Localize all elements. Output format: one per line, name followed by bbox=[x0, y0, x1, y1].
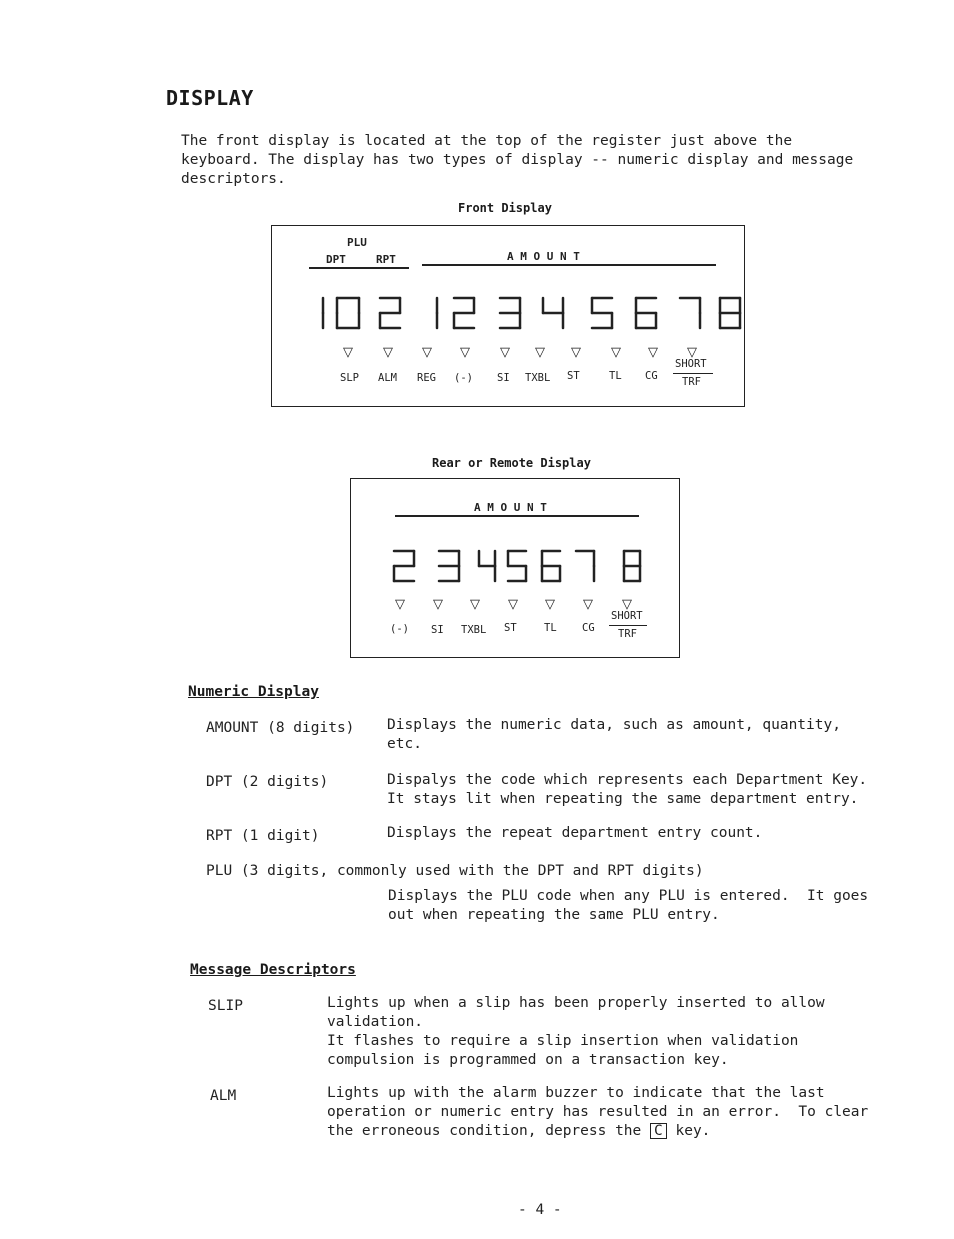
front-descriptor-label: TXBL bbox=[525, 372, 551, 384]
rear-short-trf-rule bbox=[609, 625, 647, 626]
rear-descriptor-label: (-) bbox=[390, 623, 409, 635]
front-triangle-marker: ▽ bbox=[535, 345, 545, 360]
plu-term: PLU (3 digits, commonly used with the DPT and RPT digits) bbox=[206, 863, 704, 879]
front-descriptor-label: ALM bbox=[378, 372, 397, 384]
message-descriptors-heading: Message Descriptors bbox=[190, 962, 356, 978]
rpt-description: Displays the repeat department entry count. bbox=[387, 825, 763, 841]
rear-triangle-marker: ▽ bbox=[470, 597, 480, 612]
rear-digit-7 bbox=[624, 551, 640, 581]
alm-description: Lights up with the alarm buzzer to indicate that the last operation or numeric entry has resulted in an error. To clear the erroneous condition, depress the C key. bbox=[327, 1085, 869, 1139]
rear-triangle-marker: ▽ bbox=[545, 597, 555, 612]
front-short-trf-rule bbox=[673, 373, 713, 374]
front-amount-label: A M O U N T bbox=[507, 250, 580, 263]
front-triangle-marker: ▽ bbox=[648, 345, 658, 360]
rear-short-label: SHORT bbox=[611, 610, 643, 622]
front-descriptor-label: TL bbox=[609, 370, 622, 382]
front-descriptor-label: CG bbox=[645, 370, 658, 382]
rear-digit-4 bbox=[508, 551, 526, 581]
rear-descriptor-label: ST bbox=[504, 622, 517, 634]
rpt-label: RPT bbox=[376, 253, 396, 266]
rear-amount-label: A M O U N T bbox=[474, 501, 547, 514]
alm-term: ALM bbox=[210, 1088, 237, 1104]
front-descriptor-label: ST bbox=[567, 370, 580, 382]
slip-term: SLIP bbox=[208, 998, 243, 1014]
slip-description: Lights up when a slip has been properly inserted to allow validation. It flashes to require a slip insertion when validation compulsion is programmed on a transaction key. bbox=[327, 995, 825, 1068]
front-display-caption: Front Display bbox=[458, 201, 552, 215]
front-descriptor-label: SI bbox=[497, 372, 510, 384]
front-digit-4 bbox=[454, 298, 474, 328]
front-triangle-marker: ▽ bbox=[383, 345, 393, 360]
front-triangle-marker: ▽ bbox=[571, 345, 581, 360]
front-descriptor-label: REG bbox=[417, 372, 436, 384]
front-triangle-marker: ▽ bbox=[460, 345, 470, 360]
rear-descriptor-label: CG bbox=[582, 622, 595, 634]
front-digit-10 bbox=[720, 298, 740, 328]
front-digit-6 bbox=[543, 298, 563, 328]
rear-digit-1 bbox=[394, 551, 414, 581]
dpt-description: Dispalys the code which represents each Department Key. It stays lit when repeating the same department entry. bbox=[387, 772, 868, 807]
page-number: - 4 - bbox=[518, 1202, 562, 1218]
front-digit-2 bbox=[380, 298, 400, 328]
rear-descriptor-label: TXBL bbox=[461, 624, 487, 636]
rear-digit-2 bbox=[439, 551, 459, 581]
front-descriptor-label: (-) bbox=[454, 372, 473, 384]
rear-digit-6 bbox=[576, 551, 594, 581]
plu-label: PLU bbox=[347, 236, 367, 249]
rear-triangle-marker: ▽ bbox=[508, 597, 518, 612]
intro-paragraph: The front display is located at the top of the register just above the keyboard. The display has two types of display -- numeric display and message descriptors. bbox=[181, 133, 854, 187]
rpt-term: RPT (1 digit) bbox=[206, 828, 320, 844]
rear-triangle-marker: ▽ bbox=[622, 597, 632, 612]
front-triangle-marker: ▽ bbox=[343, 345, 353, 360]
rear-trf-label: TRF bbox=[618, 628, 637, 640]
front-triangle-marker: ▽ bbox=[422, 345, 432, 360]
front-short-label: SHORT bbox=[675, 358, 707, 370]
front-descriptor-label: SLP bbox=[340, 372, 359, 384]
amount-term: AMOUNT (8 digits) bbox=[206, 720, 355, 736]
front-digit-5 bbox=[500, 298, 520, 328]
front-digit-0 bbox=[337, 298, 359, 328]
dpt-term: DPT (2 digits) bbox=[206, 774, 329, 790]
rear-descriptor-label: TL bbox=[544, 622, 557, 634]
plu-description: Displays the PLU code when any PLU is entered. It goes out when repeating the same PLU entry. bbox=[388, 888, 869, 923]
numeric-display-heading: Numeric Display bbox=[188, 684, 319, 700]
clear-key-icon: C bbox=[650, 1123, 667, 1139]
front-digit-8 bbox=[636, 298, 656, 328]
rear-digit-3 bbox=[479, 551, 495, 581]
rear-triangle-marker: ▽ bbox=[583, 597, 593, 612]
front-trf-label: TRF bbox=[682, 376, 701, 388]
rear-descriptor-label: SI bbox=[431, 624, 444, 636]
front-triangle-marker: ▽ bbox=[611, 345, 621, 360]
rear-display-caption: Rear or Remote Display bbox=[432, 456, 591, 470]
front-digit-7 bbox=[592, 298, 612, 328]
front-triangle-marker: ▽ bbox=[687, 345, 697, 360]
rear-triangle-marker: ▽ bbox=[395, 597, 405, 612]
front-triangle-marker: ▽ bbox=[500, 345, 510, 360]
page-title: DISPLAY bbox=[166, 86, 254, 110]
front-digit-9 bbox=[680, 298, 700, 328]
rear-digit-5 bbox=[542, 551, 560, 581]
amount-description: Displays the numeric data, such as amount, quantity, etc. bbox=[387, 717, 841, 752]
dpt-label: DPT bbox=[326, 253, 346, 266]
rear-triangle-marker: ▽ bbox=[433, 597, 443, 612]
